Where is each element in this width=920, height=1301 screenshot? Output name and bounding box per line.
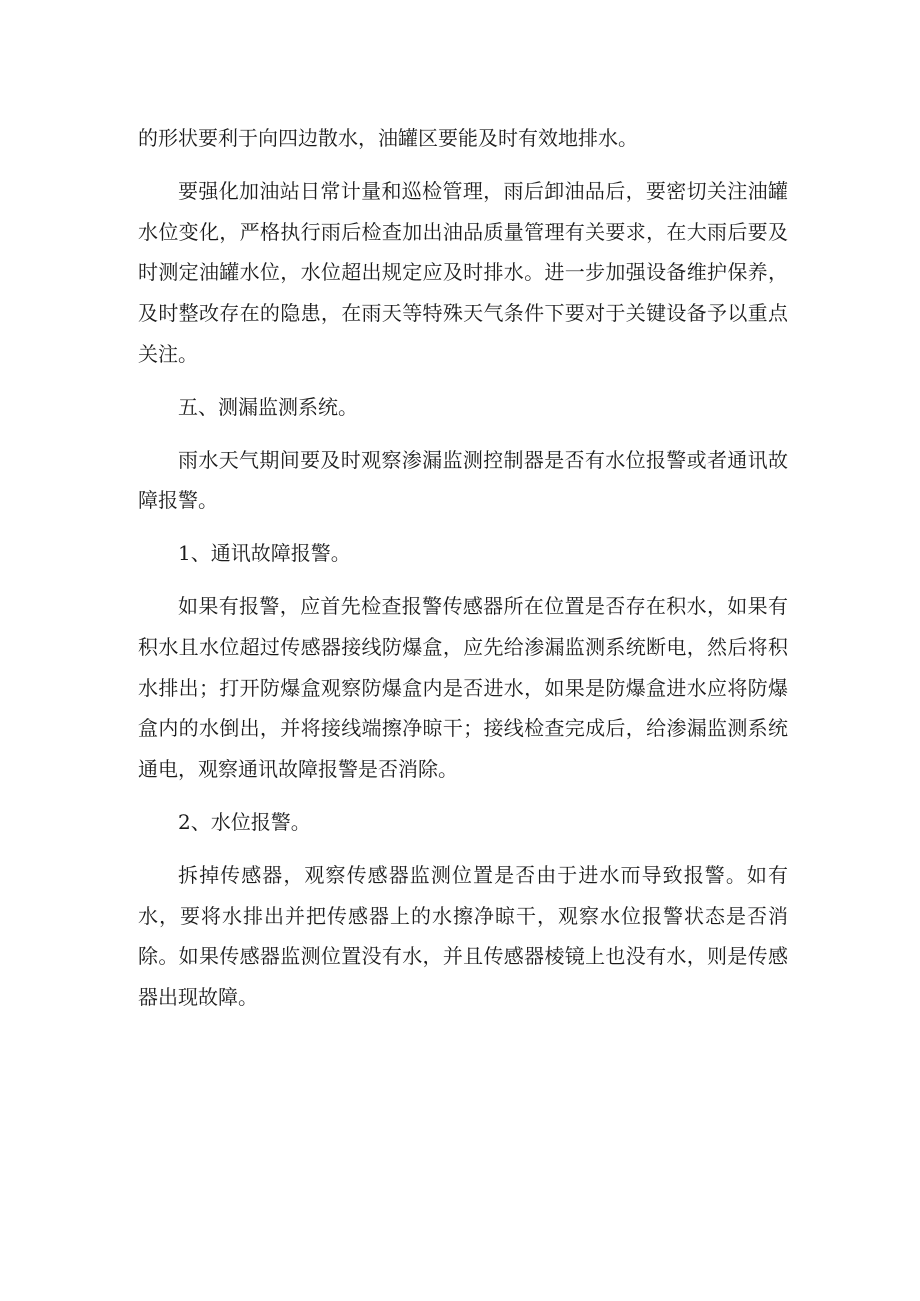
section-heading-leak-monitoring: 五、测漏监测系统。 xyxy=(178,394,358,419)
paragraph-water-level-alarm-steps: 拆掉传感器，观察传感器监测位置是否由于进水而导致报警。如有水，要将水排出并把传感器上的水擦净晾干，观察水位报警状态是否消除。如果传感器监测位置没有水，并且传感器棱镜上也没有水，则是传感器出现故障。 xyxy=(138,862,788,1010)
subheading-water-level-alarm: 2、水位报警。 xyxy=(178,809,311,834)
paragraph-communication-alarm-steps: 如果有报警，应首先检查报警传感器所在位置是否存在积水，如果有积水且水位超过传感器接线防爆盒，应先给渗漏监测系统断电，然后将积水排出；打开防爆盒观察防爆盒内是否进水，如果是防爆盒进水应将防爆盒内的水倒出，并将接线端擦净晾干；接线检查完成后，给渗漏监测系统通电，观察通讯故障报警是否消除。 xyxy=(138,593,788,782)
paragraph-rain-observation: 雨水天气期间要及时观察渗漏监测控制器是否有水位报警或者通讯故障报警。 xyxy=(138,447,788,513)
document-body xyxy=(138,118,788,1030)
paragraph-continuation: 的形状要利于向四边散水，油罐区要能及时有效地排水。 xyxy=(138,126,638,150)
paragraph-inspection-management: 要强化加油站日常计量和巡检管理，雨后卸油品后，要密切关注油罐水位变化，严格执行雨后检查加出油品质量管理有关要求，在大雨后要及时测定油罐水位，水位超出规定应及时排水。进一步加强设备维护保养，及时整改存在的隐患，在雨天等特殊天气条件下要对于关键设备予以重点关注。 xyxy=(138,178,788,366)
subheading-communication-alarm: 1、通讯故障报警。 xyxy=(178,541,351,566)
